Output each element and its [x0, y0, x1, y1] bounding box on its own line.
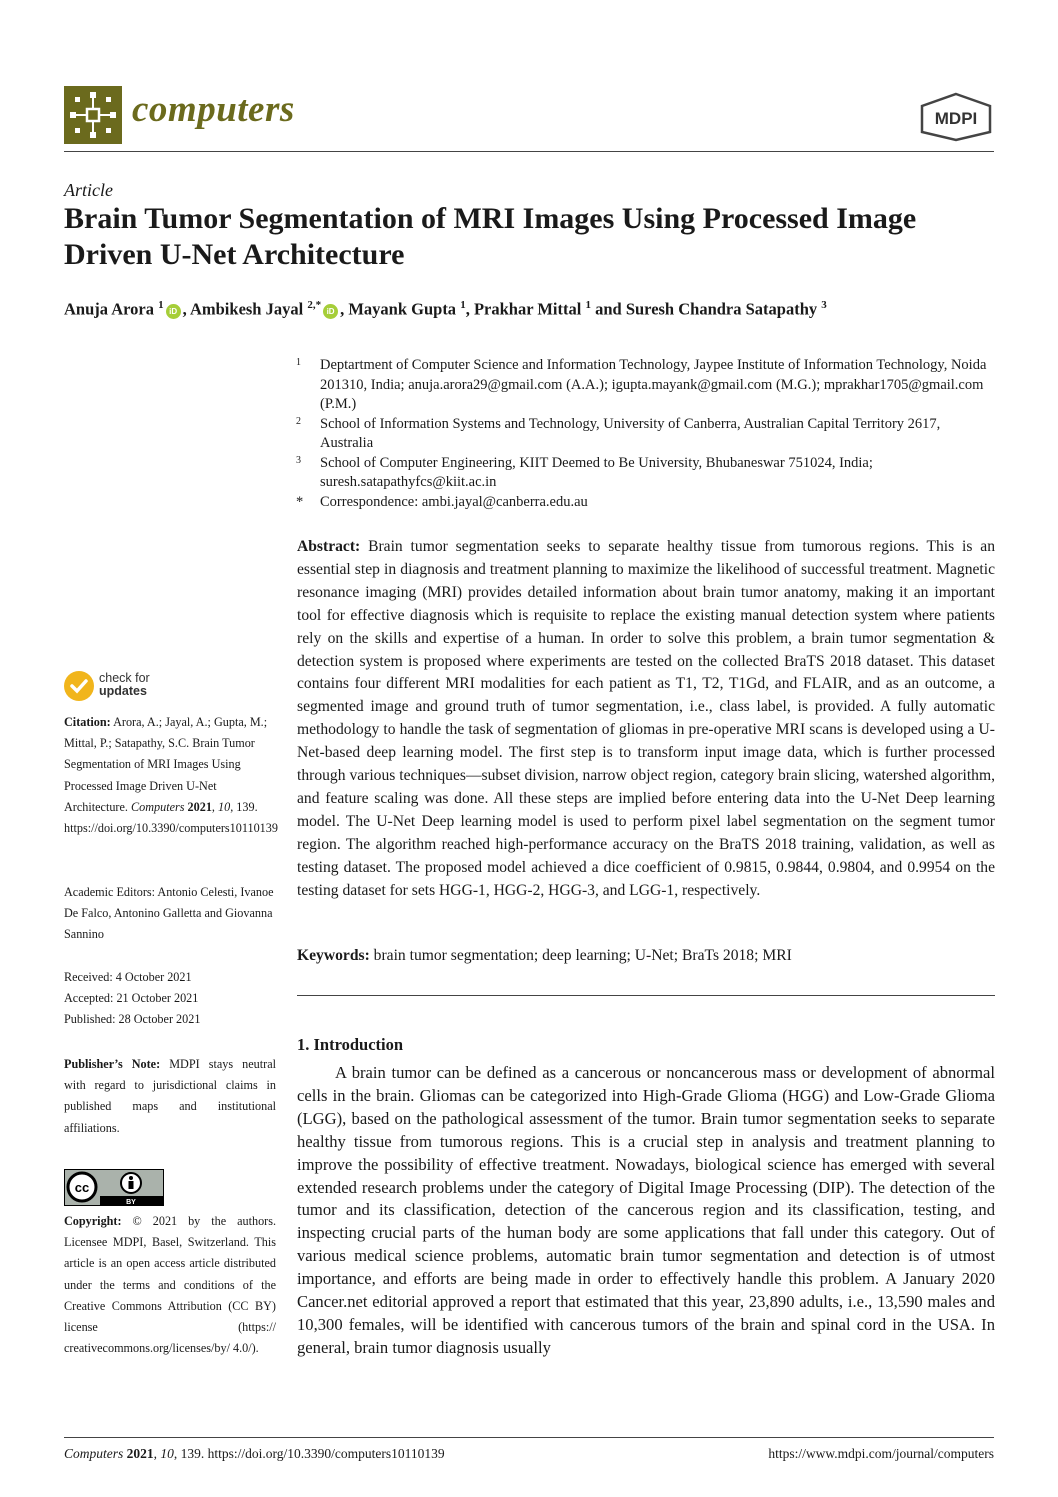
published-date: Published: 28 October 2021	[64, 1012, 201, 1027]
abstract	[297, 536, 995, 903]
publisher-note-label: Publisher’s Note:	[64, 1057, 161, 1071]
affiliation-number: 2	[296, 415, 301, 427]
received-date: Received: 4 October 2021	[64, 970, 192, 984]
citation-doi[interactable]: , 139. https://doi.org/10.3390/computers10110139	[64, 799, 278, 836]
author-name: Prakhar Mittal	[473, 299, 586, 319]
abstract-label: Abstract:	[297, 538, 361, 555]
cc-by-text: BY	[126, 1199, 136, 1206]
check-updates-line2: updates	[99, 684, 147, 698]
author-name: Mayank Gupta	[348, 299, 461, 319]
author-affiliation-mark: 1	[585, 299, 591, 311]
keywords-label: Keywords:	[297, 947, 370, 964]
affiliation-number: 1	[296, 357, 301, 368]
article-type: Article	[64, 180, 113, 200]
citation-label: Citation:	[64, 715, 111, 729]
svg-text:cc: cc	[74, 1180, 90, 1195]
affiliation-text: School of Information Systems and Technology, University of Canberra, Australian Capital Territory 2617, Australia	[320, 415, 941, 451]
check-for-updates-button[interactable]	[64, 670, 224, 710]
copyright-notice	[64, 1211, 276, 1359]
author-affiliation-mark: 3	[821, 299, 827, 311]
author-separator: ,	[182, 299, 190, 319]
affiliation-item	[296, 415, 996, 454]
publisher-note	[64, 1054, 276, 1139]
author-name: Anuja Arora	[64, 299, 159, 319]
orcid-icon[interactable]: iD	[323, 304, 338, 319]
abstract-text: Brain tumor segmentation seeks to separate healthy tissue from tumorous regions. This is an essential step in diagnosis and treatment planning to maximize the likelihood of successful treatment. Magnetic resonance imaging (MRI) provides detailed information about brain tumor anatomy, making it an important tool for effective diagnosis which is requisite to replace the existing manual detection system where patients rely on the skills and expertise of a human. In order to solve this problem, a brain tumor segmentation & detection system is proposed where experiments are tested on the collected BraTS 2018 dataset. This dataset contains four different MRI modalities for each patient as T1, T2, T1Gd, and FLAIR, and as an outcome, a segmented image and ground truth of tumor segmentation, i.e., class label, is provided. A fully automatic methodology to handle the task of segmentation of gliomas in pre-operative MRI scans is developed using a U-Net-based deep learning model. The first step is to transform input image data, which is further processed through various techniques—subset division, narrow object region, category brain slicing, watershed algorithm, and feature scaling was done. All these steps are implied before entering data into the U-Net Deep learning model. The U-Net Deep learning model is used to perform pixel label segmentation on the segment tumor region. The algorithm reached high-performance accuracy on the BraTS 2018 training, validation, as well as testing dataset. The proposed model achieved a dice coefficient of 0.9815, 0.9844, 0.9804, and 0.9954 on the testing dataset for sets HGG-1, HGG-2, HGG-3, and LGG-1, respectively.	[297, 538, 995, 899]
check-updates-icon	[64, 671, 94, 701]
author-separator: and	[590, 299, 626, 319]
affiliation-number: 3	[296, 454, 301, 466]
mdpi-logo-icon	[918, 92, 994, 142]
affiliation-item	[296, 454, 996, 493]
copyright-label: Copyright:	[64, 1214, 122, 1228]
author-affiliation-mark: 1	[158, 299, 164, 311]
footer-volume: 10	[160, 1446, 174, 1461]
affiliation-text: School of Computer Engineering, KIIT Deemed to Be University, Bhubaneswar 751024, India; suresh.satapathyfcs@kiit.ac.in	[320, 454, 873, 490]
academic-editors: Academic Editors: Antonio Celesti, Ivanoe De Falco, Antonino Galletta and Giovanna Sannino	[64, 885, 274, 942]
journal-logo-icon	[64, 86, 122, 144]
abstract-divider	[297, 995, 995, 996]
affiliations	[296, 356, 996, 512]
footer-citation: Computers 2021, 10, 139. https://doi.org/10.3390/computers10110139	[64, 1446, 445, 1461]
citation-block: Citation: Arora, A.; Jayal, A.; Gupta, M.; Mittal, P.; Satapathy, S.C. Brain Tumor Segmentation of MRI Images Using Processed Image Driven U-Net Architecture. Computers 2021, 10, 139. https://doi.org/10.3390/computers10110139	[64, 715, 278, 836]
author-separator: ,	[340, 299, 349, 319]
author-name: Ambikesh Jayal	[189, 299, 308, 319]
section-heading-introduction: 1. Introduction	[297, 1035, 404, 1054]
footer-year: 2021	[126, 1446, 154, 1461]
check-updates-text	[99, 672, 150, 698]
correspondence	[296, 493, 996, 513]
cc-by-license-icon[interactable]	[64, 1169, 164, 1206]
citation-year: 2021	[187, 799, 212, 814]
orcid-icon[interactable]: iD	[166, 304, 181, 319]
author-affiliation-mark: 2,*	[307, 299, 322, 311]
author-separator: ,	[465, 299, 474, 319]
citation-journal: Computers	[131, 799, 185, 814]
correspondence-mark: *	[296, 493, 304, 510]
copyright-text: © 2021 by the authors. Licensee MDPI, Basel, Switzerland. This article is an open access article distributed under the terms and conditions of the Creative Commons Attribution (CC BY) license (https:// creativecommons.org/licenses/by/ 4.0/).	[64, 1214, 277, 1356]
citation-volume: 10	[218, 799, 231, 814]
introduction-paragraph: A brain tumor can be defined as a cancerous or noncancerous mass or development of abnormal cells in the brain. Gliomas can be categorized into High-Grade Glioma (HGG) and Low-Grade Glioma (LGG), based on the pathological assessment of the tumor. Brain tumor segmentation seeks to separate healthy tissue from tumorous regions. This is a crucial step in analysis and treatment planning to improve the possibility of effective treatment. Nowadays, biological science has emerged with several extended research problems under the category of Digital Image Processing (DIP). The detection of the tumor and its classification, detection of the cancerous region and its classification, testing, and inspecting crucial parts of the human body are some applications that fall under this category. Out of various medical science problems, automatic brain tumor segmentation and detection is of utmost importance, and efforts are being made in order to effectively handle this problem. A January 2020 Cancer.net editorial approved a report that estimated that this year, 23,890 adults, i.e., 13,590 males and 10,300 females, will be identified with cancerous tumors of the brain and spinal cord in the USA. In general, brain tumor diagnosis usually	[297, 1063, 995, 1357]
affiliation-item	[296, 356, 996, 415]
keywords	[297, 947, 995, 965]
journal-name: computers	[132, 89, 295, 130]
publisher-note-text: MDPI stays neutral with regard to jurisdictional claims in published maps and institutional affiliations.	[64, 1057, 277, 1135]
accepted-date: Accepted: 21 October 2021	[64, 991, 199, 1006]
author-list	[64, 299, 1004, 320]
author-affiliation-mark: 1	[460, 299, 466, 311]
keywords-text: brain tumor segmentation; deep learning; U-Net; BraTs 2018; MRI	[373, 947, 792, 964]
mdpi-logo-text: MDPI	[934, 109, 978, 128]
affiliation-text: Deptartment of Computer Science and Information Technology, Jaypee Institute of Information Technology, Noida 201310, India; anuja.arora29@gmail.com (A.A.); igupta.mayank@gmail.com (M.G.); mprakhar1705@gmail.com (P.M.)	[320, 357, 987, 412]
header-divider	[64, 151, 994, 152]
publication-dates	[64, 967, 276, 1031]
article-title: Brain Tumor Segmentation of MRI Images Using Processed Image Driven U-Net Architecture	[64, 202, 917, 271]
author-name: Suresh Chandra Satapathy	[625, 299, 822, 319]
correspondence-text: Correspondence: ambi.jayal@canberra.edu.au	[320, 493, 588, 510]
footer-journal: Computers	[64, 1446, 124, 1461]
footer-divider	[64, 1437, 994, 1438]
citation-text: Arora, A.; Jayal, A.; Gupta, M.; Mittal, P.; Satapathy, S.C. Brain Tumor Segmentation of MRI Images Using Processed Image Driven U-Net Architecture.	[64, 715, 268, 814]
check-updates-line1: check for	[99, 671, 150, 685]
footer-doi-link[interactable]: , 139. https://doi.org/10.3390/computers10110139	[173, 1446, 445, 1461]
footer-journal-url[interactable]: https://www.mdpi.com/journal/computers	[768, 1446, 994, 1461]
